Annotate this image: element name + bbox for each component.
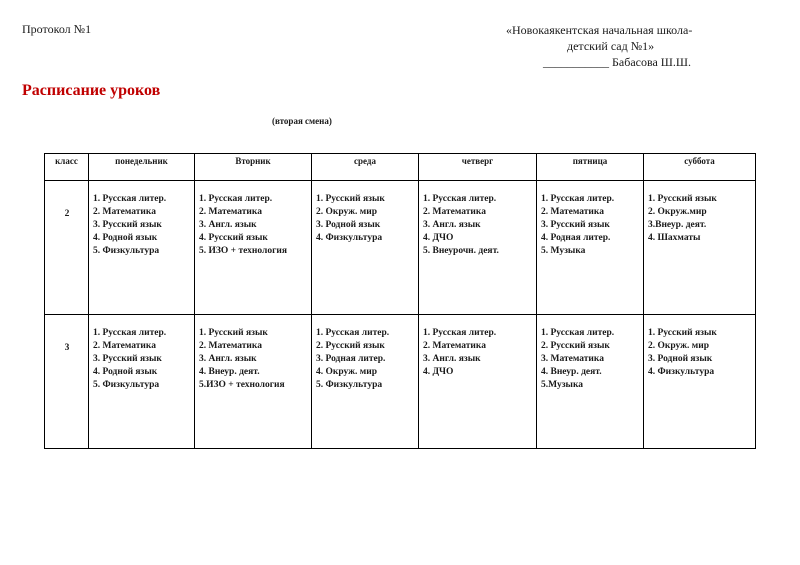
lesson-item: 2. Окруж.мир xyxy=(648,207,707,217)
lesson-item: 3. Русский язык xyxy=(93,220,162,230)
lesson-item: 4. Внеур. деят. xyxy=(199,367,260,377)
lesson-item: 5.ИЗО + технология xyxy=(199,380,285,390)
lesson-item: 3. Родная литер. xyxy=(316,354,386,364)
lesson-item: 3. Родной язык xyxy=(648,354,713,364)
lesson-item: 4. Шахматы xyxy=(648,233,701,243)
protocol-number: Протокол №1 xyxy=(22,22,92,36)
shift-subtitle: (вторая смена) xyxy=(272,116,332,126)
day-cell-wednesday xyxy=(312,315,419,449)
day-cell-wednesday xyxy=(312,181,419,315)
day-cell-thursday xyxy=(419,181,537,315)
column-header-thursday: четверг xyxy=(419,154,537,181)
school-approval-block xyxy=(500,22,740,70)
lesson-item: 3. Англ. язык xyxy=(199,354,257,364)
day-cell-thursday xyxy=(419,315,537,449)
table-header-row xyxy=(45,154,756,181)
day-cell-saturday xyxy=(644,315,756,449)
page-title: Расписание уроков xyxy=(22,82,161,99)
day-cell-friday xyxy=(537,315,644,449)
class-number: 3 xyxy=(45,315,89,449)
lesson-item: 4. Внеур. деят. xyxy=(541,367,602,377)
lesson-item: 5. Внеурочн. деят. xyxy=(423,246,499,256)
lesson-item: 1. Русская литер. xyxy=(423,194,497,204)
lesson-item: 1. Русская литер. xyxy=(316,328,390,338)
lesson-item: 2. Математика xyxy=(423,207,486,217)
lesson-item: 1. Русский язык xyxy=(199,328,268,338)
lesson-item: 3. Родной язык xyxy=(316,220,381,230)
lesson-item: 3. Англ. язык xyxy=(423,220,481,230)
lesson-item: 1. Русская литер. xyxy=(423,328,497,338)
lesson-item: 4. Физкультура xyxy=(316,233,383,243)
lesson-item: 2. Математика xyxy=(199,341,262,351)
lesson-item: 1. Русский язык xyxy=(648,328,717,338)
day-cell-tuesday xyxy=(195,315,312,449)
schedule-table xyxy=(44,153,756,449)
column-header-tuesday: Вторник xyxy=(195,154,312,181)
lesson-item: 2. Математика xyxy=(199,207,262,217)
lesson-item: 5. Физкультура xyxy=(316,380,383,390)
lesson-item: 1. Русская литер. xyxy=(93,328,167,338)
lesson-item: 1. Русская литер. xyxy=(199,194,273,204)
lesson-item: 1. Русская литер. xyxy=(541,194,615,204)
lesson-item: 2. Окруж. мир xyxy=(316,207,378,217)
day-cell-friday xyxy=(537,181,644,315)
lesson-item: 3. Англ. язык xyxy=(423,354,481,364)
lesson-item: 2. Математика xyxy=(93,207,156,217)
table-row xyxy=(45,315,756,449)
column-header-saturday: суббота xyxy=(644,154,756,181)
lesson-item: 2. Математика xyxy=(93,341,156,351)
column-header-monday: понедельник xyxy=(89,154,195,181)
table-row xyxy=(45,181,756,315)
lesson-item: 2. Математика xyxy=(541,207,604,217)
lesson-item: 4. Русский язык xyxy=(199,233,268,243)
lesson-item: 2. Математика xyxy=(423,341,486,351)
lesson-item: 2. Русский язык xyxy=(541,341,610,351)
day-cell-monday xyxy=(89,315,195,449)
lesson-item: 4. ДЧО xyxy=(423,233,454,243)
lesson-item: 5. Физкультура xyxy=(93,246,160,256)
column-header-friday: пятница xyxy=(537,154,644,181)
lesson-item: 1. Русский язык xyxy=(648,194,717,204)
lesson-item: 4. Родная литер. xyxy=(541,233,611,243)
lesson-item: 2. Окруж. мир xyxy=(648,341,710,351)
lesson-item: 4. Родной язык xyxy=(93,367,158,377)
lesson-item: 4. Родной язык xyxy=(93,233,158,243)
day-cell-monday xyxy=(89,181,195,315)
lesson-item: 3. Англ. язык xyxy=(199,220,257,230)
lesson-item: 5. ИЗО + технология xyxy=(199,246,288,256)
lesson-item: 1. Русская литер. xyxy=(93,194,167,204)
lesson-item: 4. Физкультура xyxy=(648,367,715,377)
lesson-item: 1. Русская литер. xyxy=(541,328,615,338)
lesson-item: 4. Окруж. мир xyxy=(316,367,378,377)
lesson-item: 5. Музыка xyxy=(541,246,586,256)
day-cell-tuesday xyxy=(195,181,312,315)
day-cell-saturday xyxy=(644,181,756,315)
lesson-item: 3. Математика xyxy=(541,354,604,364)
lesson-item: 5.Музыка xyxy=(541,380,584,390)
school-name-line2: детский сад №1» xyxy=(567,39,655,53)
class-number: 2 xyxy=(45,181,89,315)
school-name-line1: «Новокаякентская начальная школа- xyxy=(506,23,693,37)
lesson-item: 3. Русский язык xyxy=(541,220,610,230)
lesson-item: 1. Русский язык xyxy=(316,194,385,204)
lesson-item: 2. Русский язык xyxy=(316,341,385,351)
lesson-item: 5. Физкультура xyxy=(93,380,160,390)
column-header-class: класс xyxy=(45,154,89,181)
lesson-item: 3. Русский язык xyxy=(93,354,162,364)
director-signature-line: ___________ Бабасова Ш.Ш. xyxy=(543,55,692,69)
lesson-item: 4. ДЧО xyxy=(423,367,454,377)
column-header-wednesday: среда xyxy=(312,154,419,181)
lesson-item: 3.Внеур. деят. xyxy=(648,220,707,230)
